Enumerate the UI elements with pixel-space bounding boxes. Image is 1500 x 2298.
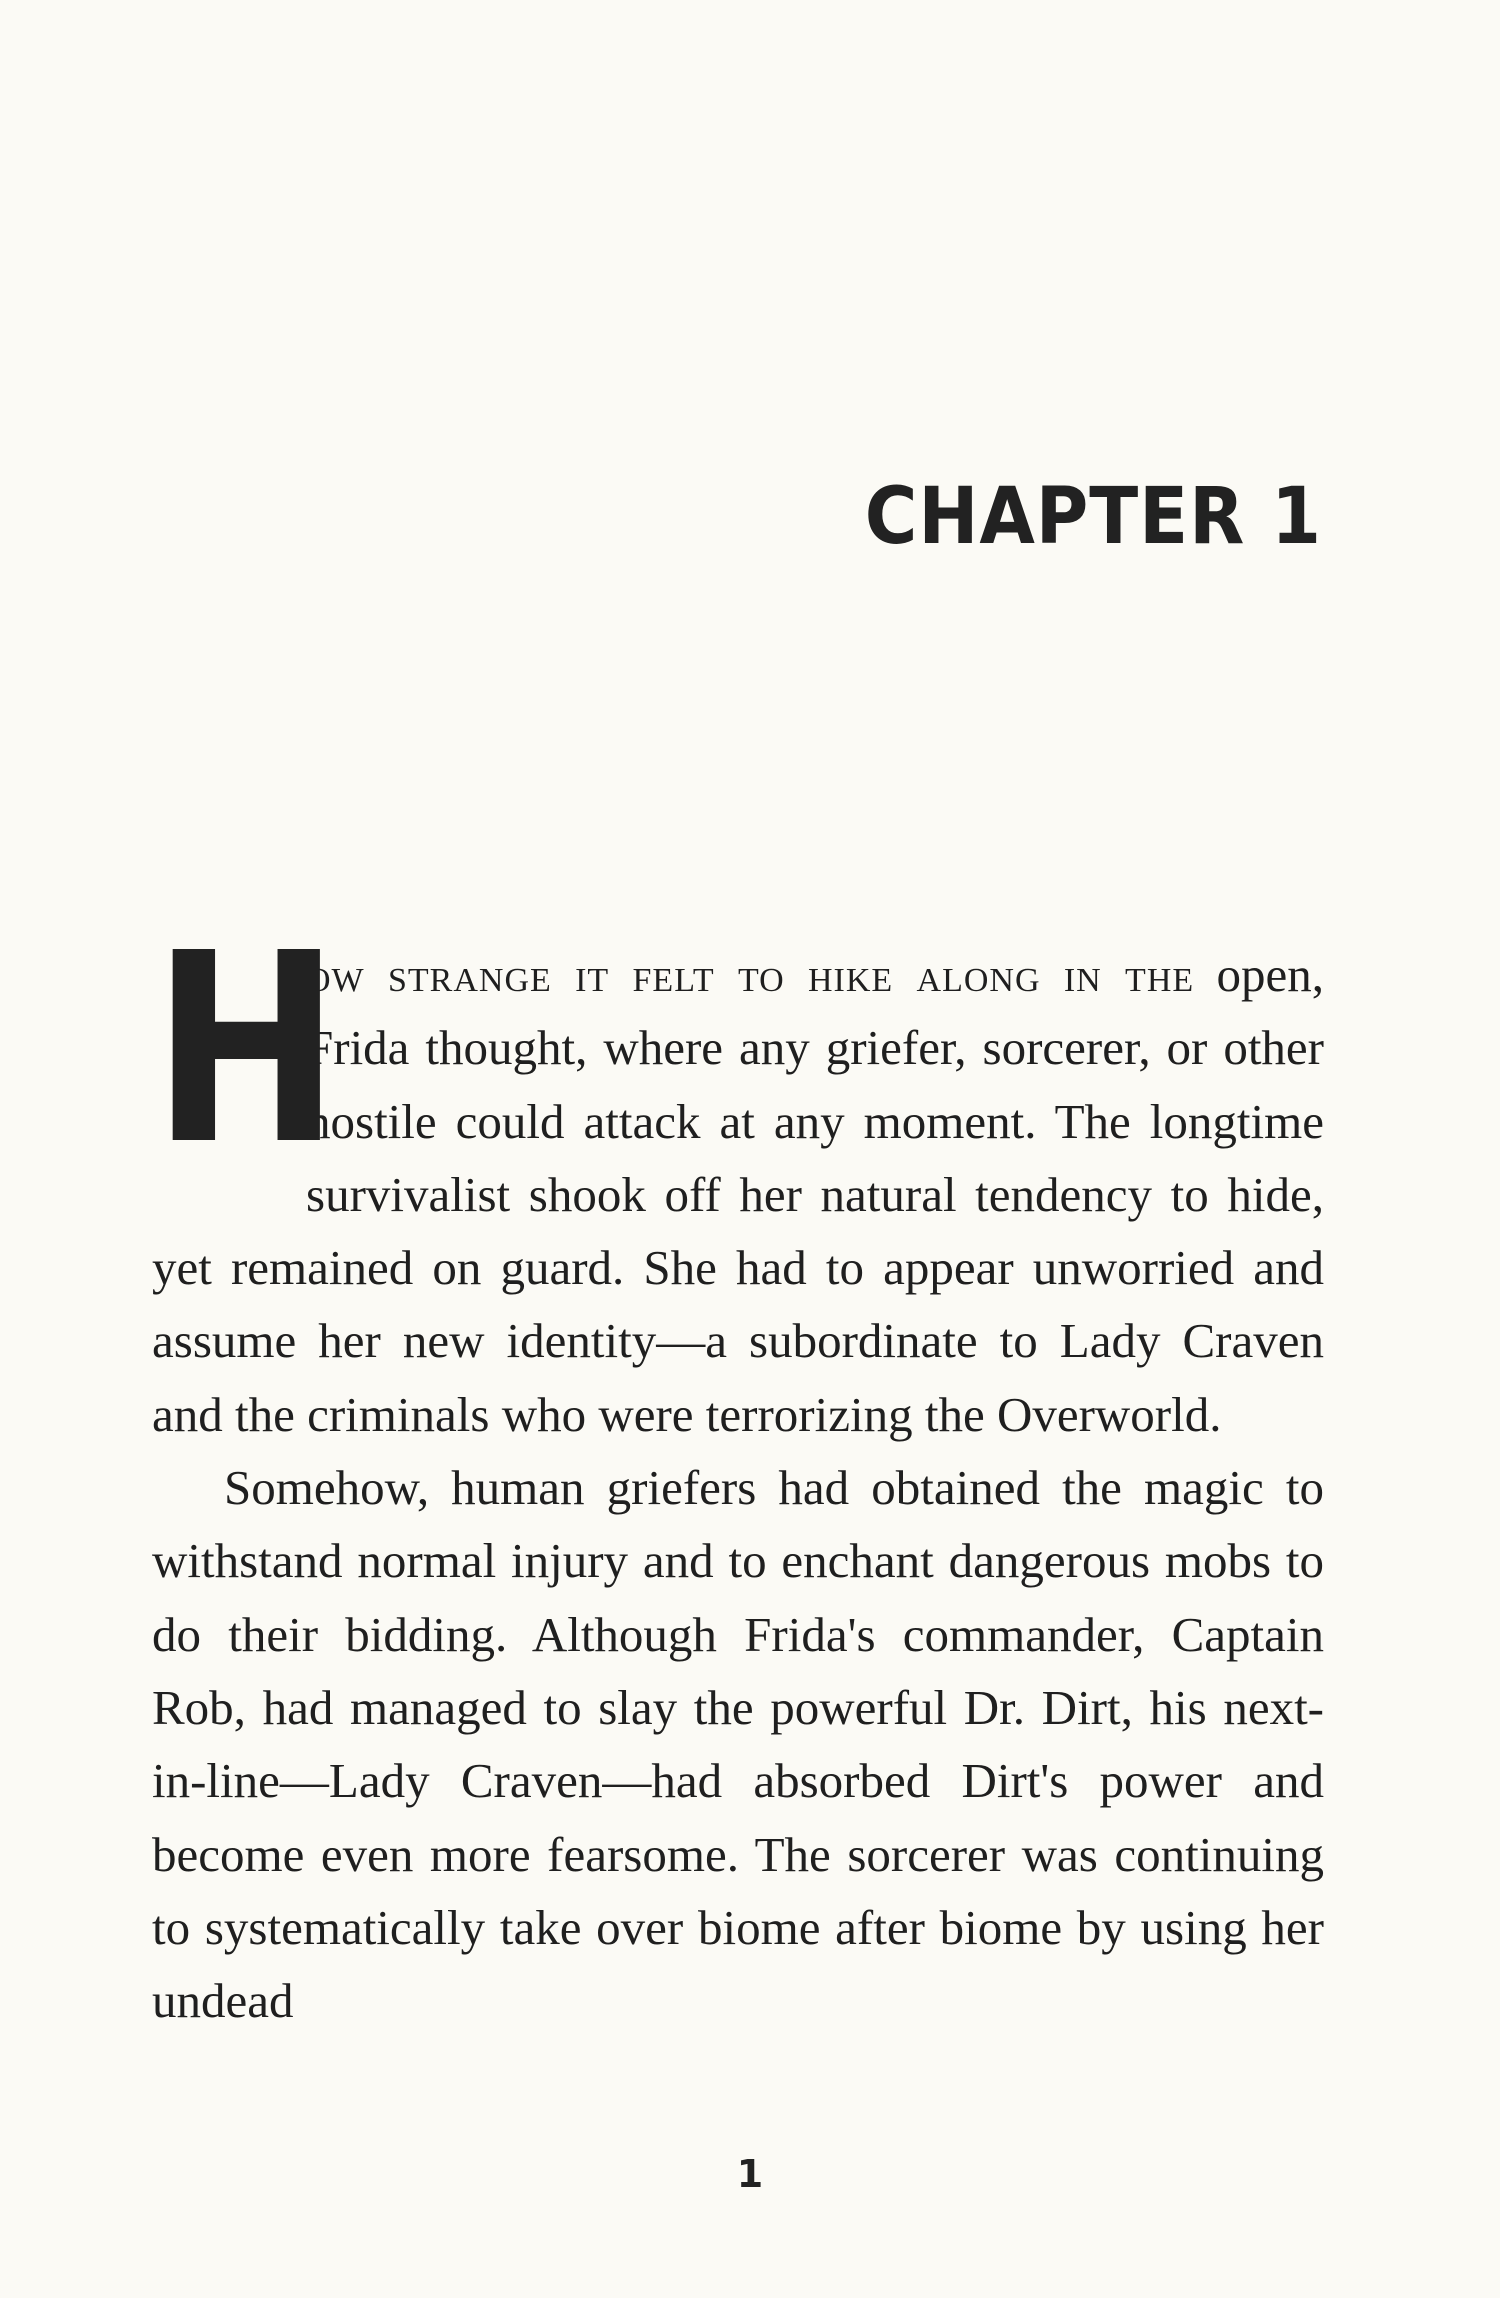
drop-cap: H (152, 897, 341, 1202)
paragraph-1-text: open, Frida thought, where any griefer, sorcerer, or other hostile could attack at any moment. The longtime survivalist shook off her natural tendency to hide, yet remained on guard. She had to appear unworried and assume her new identity—a subordinate to Lady Craven and the criminals who were terrorizing the Overworld. (152, 947, 1324, 1442)
paragraph-2: Somehow, human griefers had obtained the magic to withstand normal injury and to enchant dangerous mobs to do their bidding. Although Frida's commander, Captain Rob, had managed to slay the powerful Dr. Dirt, his next-in-line—Lady Craven—had absorbed Dirt's power and become even more fearsome. The sorcerer was continuing to systematically take over biome after biome by using her undead (152, 1460, 1324, 2029)
chapter-body (152, 897, 1324, 2037)
opening-small-caps: ow strange it felt to hike along in the (306, 947, 1195, 1002)
page-number: 1 (736, 2152, 764, 2196)
chapter-heading: CHAPTER 1 (864, 472, 1322, 562)
paragraph-1 (152, 897, 1324, 1451)
